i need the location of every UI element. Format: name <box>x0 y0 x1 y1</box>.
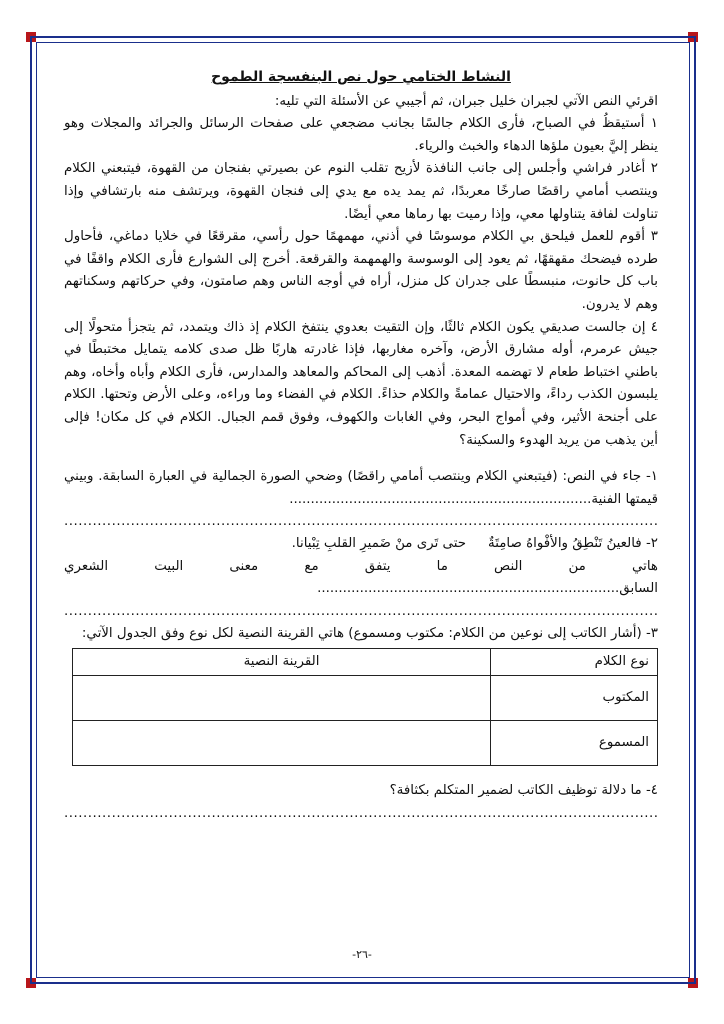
page-number: -٢٦- <box>352 948 372 961</box>
text-paragraph-2: ٢ أغادر فراشي وأجلس إلى جانب النافذة لأزيح تقلب النوم عن بصيرتي بفنجان من القهوة، فيتبعني الكلام وينتصب أمامي راقصًا صارخًا معربدًا، ثم يمد يده مع يدي إلى فنجان القهوة، ويرتشف منه بارتشافي وإذا تناولت لفافة يتناولها معي، وإذا رميت بها رماها معي أيضًا. <box>64 161 658 222</box>
speech-types-table <box>72 648 658 767</box>
instruction: اقرئي النص الآتي لجبران خليل جبران، ثم أجيبي عن الأسئلة التي تليه: <box>274 93 658 109</box>
text-paragraph-1: ١ أستيقظُ في الصباح، فأرى الكلام جالسًا بجانب مضجعي على صفحات الرسائل والجرائد والمجلات وهو ينظر إليَّ بعيون ملؤها الدهاء والخبث والرياء. <box>64 116 658 154</box>
text-paragraph-3: ٣ أقوم للعمل فيلحق بي الكلام موسوسًا في أذني، مهمهمًا حول رأسي، مقرقعًا في خلايا دماغي، فأحاول طرده فيضحك مقهقهًا، ثم يعود إلى الوسوسة والهمهمة والقرقعة. أخرج إلى الشوارع فأرى الكلام واقفًا في باب كل حانوت، منبسطًا على جدران كل منزل، أراه في أوجه الناس وهم صامتون، وفي حركاتهم وسكناتهم وهم لا يدرون. <box>64 229 658 312</box>
table-row <box>73 721 658 766</box>
answer-line[interactable] <box>64 511 658 533</box>
question-4: ٤- ما دلالة توظيف الكاتب لضمير المتكلم بكثافة؟ <box>389 783 658 799</box>
answer-line[interactable] <box>64 601 658 623</box>
question-3: ٣- (أشار الكاتب إلى نوعين من الكلام: مكتوب ومسموع) هاتي القرينة النصية لكل نوع وفق الجدول الآتي: <box>81 626 658 642</box>
table-cell-heard: المسموع <box>491 721 658 766</box>
poem-second-hemistich: حتى تَرى منْ ضَميرِ القلبِ تِبْيانا. <box>291 536 467 552</box>
question-2: هاتي من النص ما يتفق مع معنى البيت الشعري السابق....................................................................... <box>64 558 658 597</box>
text-paragraph-4: ٤ إن جالست صديقي يكون الكلام ثالثًا، وإن التقيت بعدوي ينتفخ الكلام إذ ذاك ويتمدد، ثم يتجزأ متحولًا إلى جيش عرمرم، أوله مشارق الأرض، وآخره مغاربها، فإذا غادرته هاربًا ظل صدى كلامه يتمايل مختبطًا في باطني اختباط طعام لا تهضمه المعدة. أذهب إلى المحاكم والمعاهد والمدارس، فأرى الكلام وأباه وأخاه، وهم يلبسون الكذب رداءً، والاحتيال عمامةً والكلام حذاءً. الكلام في الفضاء وما وراءه، وعلى الأرض وتحتها. الكلام على أجنحة الأثير، وفي أمواج البحر، وفي الغابات والكهوف، وفوق قمم الجبال. الكلام في كل مكان! فإلى أين يذهب من يريد الهدوء والسكينة؟ <box>64 319 658 448</box>
evidence-cell-written[interactable] <box>73 676 491 721</box>
worksheet-content <box>64 66 658 825</box>
table-row <box>73 676 658 721</box>
question-2-poem <box>64 533 658 556</box>
evidence-cell-heard[interactable] <box>73 721 491 766</box>
table-header-type: نوع الكلام <box>491 648 658 676</box>
poem-first-hemistich: ٢- فالعينُ تَنْطِقُ والأفْواهُ صامِتَةٌ <box>488 536 658 552</box>
table-header-evidence: القرينة النصية <box>73 648 491 676</box>
question-1: ١- جاء في النص: (فيتبعني الكلام وينتصب أمامي راقصًا) وضحي الصورة الجمالية في العبارة السابقة. وبيني قيمتها الفنية....................................................................... <box>64 469 658 507</box>
table-cell-written: المكتوب <box>491 676 658 721</box>
answer-line[interactable] <box>64 803 658 825</box>
page-title: النشاط الختامي حول نص البنفسجة الطموح <box>211 69 511 85</box>
